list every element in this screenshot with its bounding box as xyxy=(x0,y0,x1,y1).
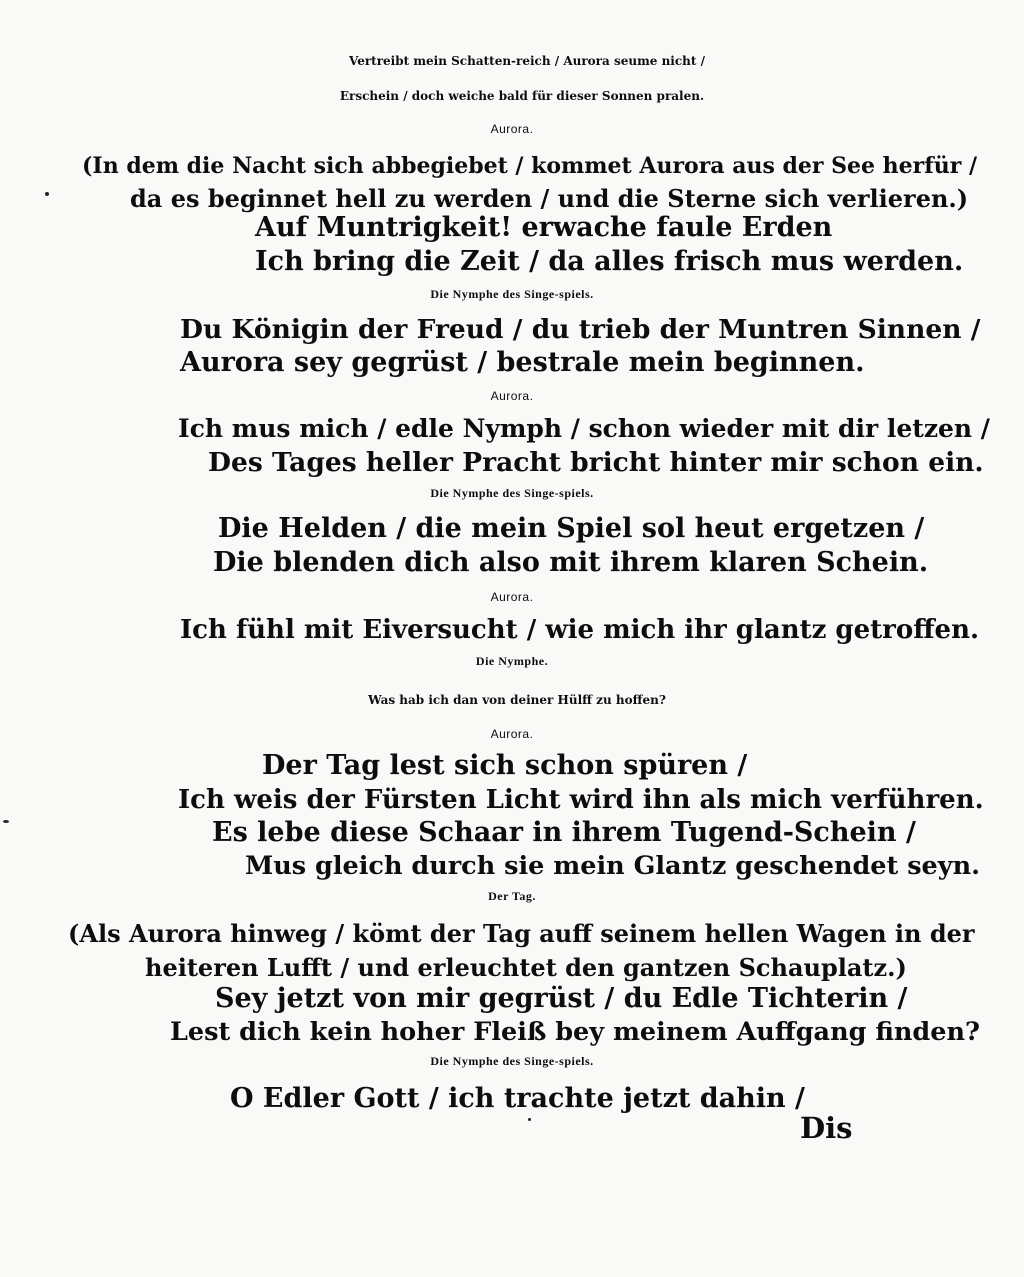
verse-line: Sey jetzt von mir gegrüst / du Edle Tichterin / xyxy=(215,983,908,1014)
speaker-aurora: Aurora. xyxy=(490,727,534,741)
verse-line: Erschein / doch weiche bald für dieser Sonnen pralen. xyxy=(339,89,705,103)
verse-line: Des Tages heller Pracht bricht hinter mir schon ein. xyxy=(208,447,984,478)
verse-line: Ich fühl mit Eiversucht / wie mich ihr glantz getroffen. xyxy=(180,615,980,645)
speaker-nymphe: Die Nymphe des Singe-spiels. xyxy=(430,1054,594,1068)
verse-line: Mus gleich durch sie mein Glantz geschendet seyn. xyxy=(245,851,981,881)
speaker-aurora: Aurora. xyxy=(490,590,534,604)
verse-line: Vertreibt mein Schatten-reich / Aurora seume nicht / xyxy=(349,54,705,68)
ink-speck xyxy=(528,1118,531,1121)
speaker-der-tag: Der Tag. xyxy=(488,889,536,903)
speaker-nymphe: Die Nymphe. xyxy=(475,654,549,668)
verse-line: Auf Muntrigkeit! erwache faule Erden xyxy=(255,212,833,243)
verse-line: O Edler Gott / ich trachte jetzt dahin / xyxy=(230,1083,805,1114)
verse-line: Die Helden / die mein Spiel sol heut ergetzen / xyxy=(218,513,925,544)
verse-line: Ich weis der Fürsten Licht wird ihn als mich verführen. xyxy=(178,785,984,815)
speaker-aurora: Aurora. xyxy=(490,122,534,136)
verse-line: Die blenden dich also mit ihrem klaren Schein. xyxy=(213,547,929,578)
verse-line: Was hab ich dan von deiner Hülff zu hoffen? xyxy=(368,693,666,707)
stage-direction: heiteren Lufft / und erleuchtet den gantzen Schauplatz.) xyxy=(145,953,907,982)
verse-line: Lest dich kein hoher Fleiß bey meinem Auffgang finden? xyxy=(170,1017,980,1047)
catchword: Dis xyxy=(800,1111,853,1145)
verse-line: Du Königin der Freud / du trieb der Muntren Sinnen / xyxy=(180,314,981,345)
stage-direction: da es beginnet hell zu werden / und die Sterne sich verlieren.) xyxy=(130,184,969,213)
verse-line: Der Tag lest sich schon spüren / xyxy=(262,750,748,781)
ink-speck xyxy=(3,820,9,823)
stage-direction: (In dem die Nacht sich abbegiebet / kommet Aurora aus der See herfür / xyxy=(82,153,978,179)
ink-speck xyxy=(45,192,49,196)
speaker-nymphe: Die Nymphe des Singe-spiels. xyxy=(430,486,594,500)
verse-line: Es lebe diese Schaar in ihrem Tugend-Schein / xyxy=(212,817,916,848)
verse-line: Ich mus mich / edle Nymph / schon wieder mit dir letzen / xyxy=(178,414,990,443)
verse-line: Ich bring die Zeit / da alles frisch mus werden. xyxy=(255,246,964,277)
stage-direction: (Als Aurora hinweg / kömt der Tag auff seinem hellen Wagen in der xyxy=(68,919,975,948)
verse-line: Aurora sey gegrüst / bestrale mein beginnen. xyxy=(180,347,865,378)
speaker-aurora: Aurora. xyxy=(490,389,534,403)
speaker-nymphe: Die Nymphe des Singe-spiels. xyxy=(430,287,594,301)
